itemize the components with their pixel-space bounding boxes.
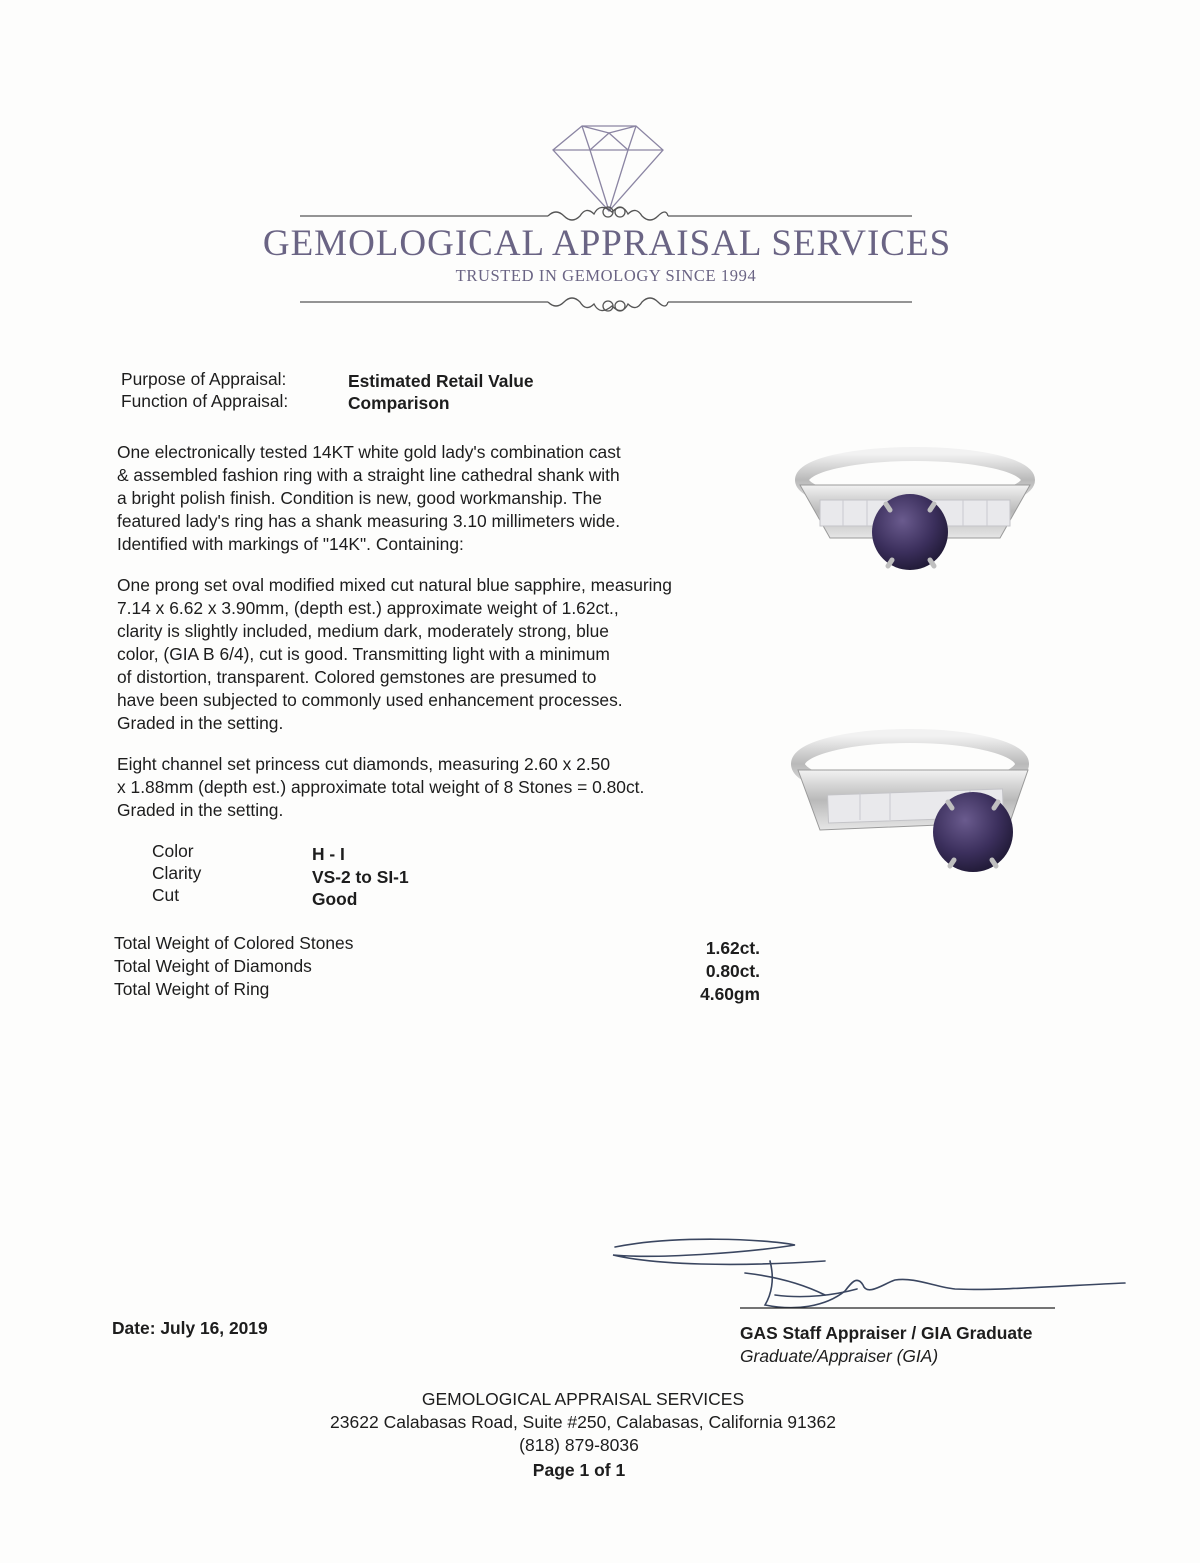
total-diamonds-label: Total Weight of Diamonds [114, 956, 312, 976]
grade-color-label: Color [152, 841, 194, 861]
purpose-label: Purpose of Appraisal: [121, 369, 287, 389]
function-label: Function of Appraisal: [121, 391, 289, 411]
footer-page-number: Page 1 of 1 [532, 1460, 626, 1480]
grade-color-value: H - I [312, 844, 345, 864]
signature-image [595, 1225, 1135, 1325]
ring-photo-bottom [790, 722, 1040, 887]
ring-description: One electronically tested 14KT white gold lady's combination cast & assembled fashion ring with a straight line cathedral shank with a bright polish finish. Condition is new, good workmanship. The featured lady's ring has a shank measuring 3.10 millimeters wide. Identified with markings of "14K". Containing: [117, 442, 621, 554]
grade-cut-label: Cut [152, 885, 180, 905]
grade-clarity-label: Clarity [152, 863, 202, 883]
total-ring-label: Total Weight of Ring [114, 979, 270, 999]
appraisal-date: Date: July 16, 2019 [112, 1318, 268, 1338]
appraiser-subtitle: Graduate/Appraiser (GIA) [740, 1346, 939, 1366]
footer-phone: (818) 879-8036 [519, 1435, 639, 1455]
grade-clarity-value: VS-2 to SI-1 [312, 867, 409, 887]
total-ring-value: 4.60gm [700, 984, 760, 1004]
grade-cut-value: Good [312, 889, 358, 909]
footer-company: GEMOLOGICAL APPRAISAL SERVICES [421, 1389, 745, 1409]
purpose-value: Estimated Retail Value [348, 371, 534, 391]
appraiser-title: GAS Staff Appraiser / GIA Graduate [740, 1323, 1033, 1343]
logo-company-name: GEMOLOGICAL APPRAISAL SERVICES [262, 223, 952, 264]
total-diamonds-value: 0.80ct. [705, 961, 760, 981]
logo-tagline: TRUSTED IN GEMOLOGY SINCE 1994 [455, 266, 757, 285]
ring-photo-top [790, 440, 1040, 590]
sapphire-description: One prong set oval modified mixed cut natural blue sapphire, measuring 7.14 x 6.62 x 3.90mm, (depth est.) approximate weight of 1.62ct., clarity is slightly included, medium dark, moderately strong, blue color, (GIA B 6/4), cut is good. Transmitting light with a minimum of distortion, transparent. Colored gemstones are presumed to have been subjected to commonly used enhancement processes. Graded in the setting. [117, 575, 672, 733]
top-flourish [300, 207, 912, 220]
footer-address: 23622 Calabasas Road, Suite #250, Calabasas, California 91362 [330, 1412, 836, 1432]
total-colored-label: Total Weight of Colored Stones [114, 933, 354, 953]
function-value: Comparison [348, 393, 450, 413]
diamond-icon [553, 126, 663, 211]
total-colored-value: 1.62ct. [705, 938, 760, 958]
bottom-flourish [300, 298, 912, 311]
diamond-description: Eight channel set princess cut diamonds, measuring 2.60 x 2.50 x 1.88mm (depth est.) approximate total weight of 8 Stones = 0.80ct. Graded in the setting. [117, 754, 645, 820]
